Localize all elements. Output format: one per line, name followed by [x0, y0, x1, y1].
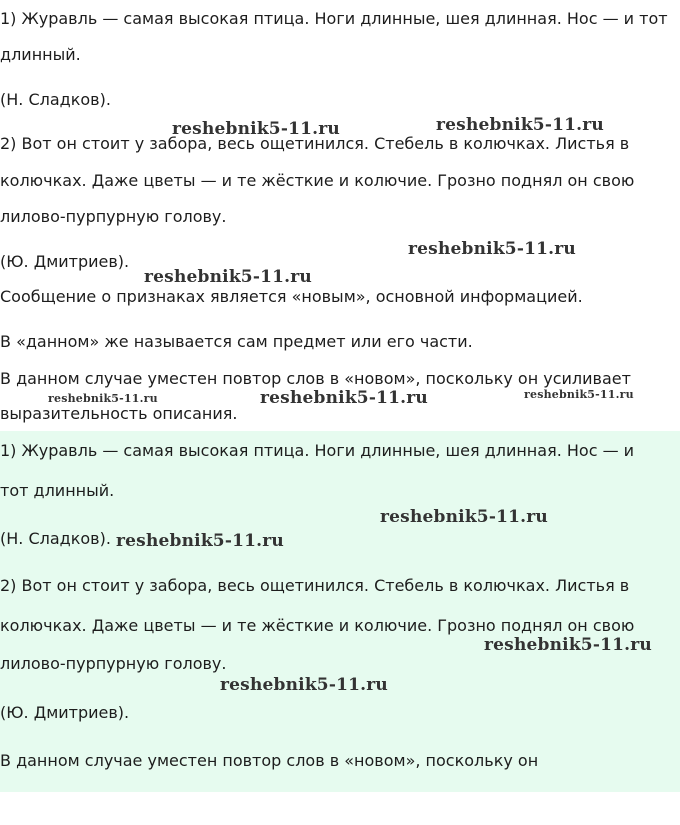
text-line: колючках. Даже цветы — и те жёсткие и колючие. Грозно поднял он свою	[0, 171, 635, 190]
text-line: (Ю. Дмитриев).	[0, 703, 130, 722]
text-line: 2) Вот он стоит у забора, весь ощетинился. Стебель в колючках. Листья в	[0, 134, 630, 153]
text-line: В данном случае уместен повтор слов в «новом», поскольку он усиливает	[0, 369, 631, 388]
watermark: reshebnik5-11.ru	[48, 392, 158, 405]
text-line: лилово-пурпурную голову.	[0, 207, 227, 226]
text-line: выразительность описания.	[0, 404, 238, 423]
text-line: лилово-пурпурную голову.	[0, 654, 227, 673]
text-line: В данном случае уместен повтор слов в «новом», поскольку он	[0, 751, 539, 770]
text-line: колючках. Даже цветы — и те жёсткие и колючие. Грозно поднял он свою	[0, 616, 635, 635]
text-line: (Н. Сладков).	[0, 90, 111, 109]
text-line: 1) Журавль — самая высокая птица. Ноги длинные, шея длинная. Нос — и	[0, 441, 635, 460]
watermark: reshebnik5-11.ru	[380, 507, 548, 527]
text-line: Сообщение о признаках является «новым», основной информацией.	[0, 287, 583, 306]
text-line: В «данном» же называется сам предмет или его части.	[0, 332, 473, 351]
text-line: длинный.	[0, 45, 81, 64]
watermark: reshebnik5-11.ru	[144, 267, 312, 287]
watermark: reshebnik5-11.ru	[220, 675, 388, 695]
watermark: reshebnik5-11.ru	[408, 239, 576, 259]
text-line: 1) Журавль — самая высокая птица. Ноги длинные, шея длинная. Нос — и тот	[0, 9, 668, 28]
watermark: reshebnik5-11.ru	[436, 115, 604, 135]
text-line: 2) Вот он стоит у забора, весь ощетинился. Стебель в колючках. Листья в	[0, 576, 630, 595]
text-line: (Н. Сладков).	[0, 529, 111, 548]
watermark: reshebnik5-11.ru	[116, 531, 284, 551]
watermark: reshebnik5-11.ru	[260, 388, 428, 408]
watermark: reshebnik5-11.ru	[524, 388, 634, 401]
text-line: (Ю. Дмитриев).	[0, 252, 130, 271]
watermark: reshebnik5-11.ru	[172, 119, 340, 139]
text-line: тот длинный.	[0, 481, 115, 500]
watermark: reshebnik5-11.ru	[484, 635, 652, 655]
